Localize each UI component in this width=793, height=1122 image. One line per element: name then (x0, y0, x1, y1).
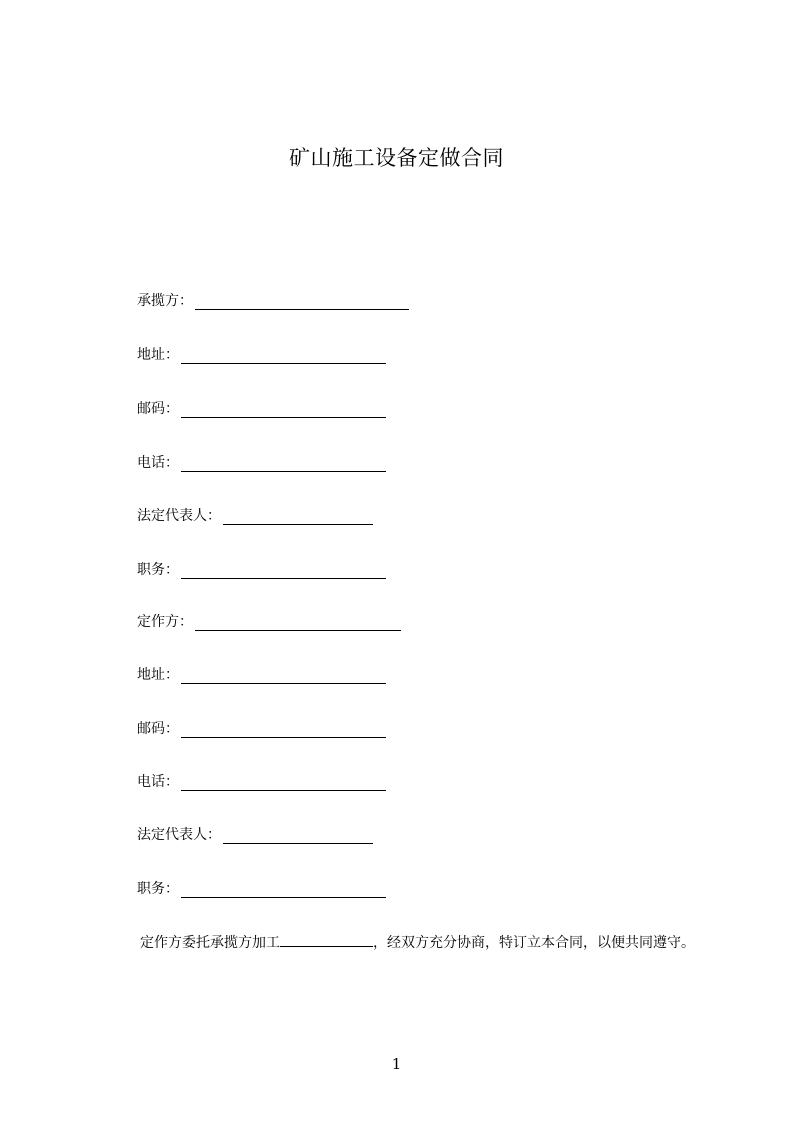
orderer-phone-field (137, 769, 386, 791)
orderer-party-field (137, 609, 401, 631)
contractor-legal-rep-field (137, 503, 373, 525)
orderer-party-blank[interactable] (195, 616, 401, 631)
contractor-position-label: 职务： (137, 562, 179, 578)
contractor-address-blank[interactable] (181, 349, 386, 364)
contractor-address-field (137, 342, 386, 364)
orderer-position-label: 职务： (137, 881, 179, 897)
orderer-postcode-field (137, 716, 386, 738)
intro-paragraph (105, 930, 705, 956)
orderer-postcode-label: 邮码： (137, 721, 179, 737)
intro-text-before: 定作方委托承揽方加工 (140, 935, 280, 951)
orderer-position-field (137, 876, 386, 898)
contractor-phone-blank[interactable] (181, 457, 386, 472)
orderer-legal-rep-field (137, 822, 373, 844)
orderer-address-blank[interactable] (181, 669, 386, 684)
processed-item-blank[interactable] (280, 932, 373, 947)
orderer-position-blank[interactable] (181, 883, 386, 898)
orderer-phone-blank[interactable] (181, 776, 386, 791)
orderer-party-label: 定作方： (137, 614, 193, 630)
orderer-postcode-blank[interactable] (181, 723, 386, 738)
contractor-address-label: 地址： (137, 347, 179, 363)
contractor-postcode-label: 邮码： (137, 401, 179, 417)
orderer-legal-rep-label: 法定代表人： (137, 827, 221, 843)
document-title: 矿山施工设备定做合同 (289, 146, 504, 170)
orderer-address-field (137, 662, 386, 684)
contractor-party-label: 承揽方： (137, 293, 193, 309)
contractor-legal-rep-label: 法定代表人： (137, 508, 221, 524)
page-number: 1 (391, 1055, 402, 1073)
contractor-party-field (137, 288, 409, 310)
contractor-party-blank[interactable] (195, 295, 409, 310)
contractor-phone-label: 电话： (137, 455, 179, 471)
intro-text-after: ，经双方充分协商，特订立本合同，以便共同遵守。 (373, 935, 695, 951)
contractor-position-blank[interactable] (181, 564, 386, 579)
orderer-phone-label: 电话： (137, 774, 179, 790)
contractor-phone-field (137, 450, 386, 472)
contractor-position-field (137, 557, 386, 579)
orderer-legal-rep-blank[interactable] (223, 829, 373, 844)
orderer-address-label: 地址： (137, 667, 179, 683)
contractor-postcode-field (137, 396, 386, 418)
contractor-postcode-blank[interactable] (181, 403, 386, 418)
contractor-legal-rep-blank[interactable] (223, 510, 373, 525)
